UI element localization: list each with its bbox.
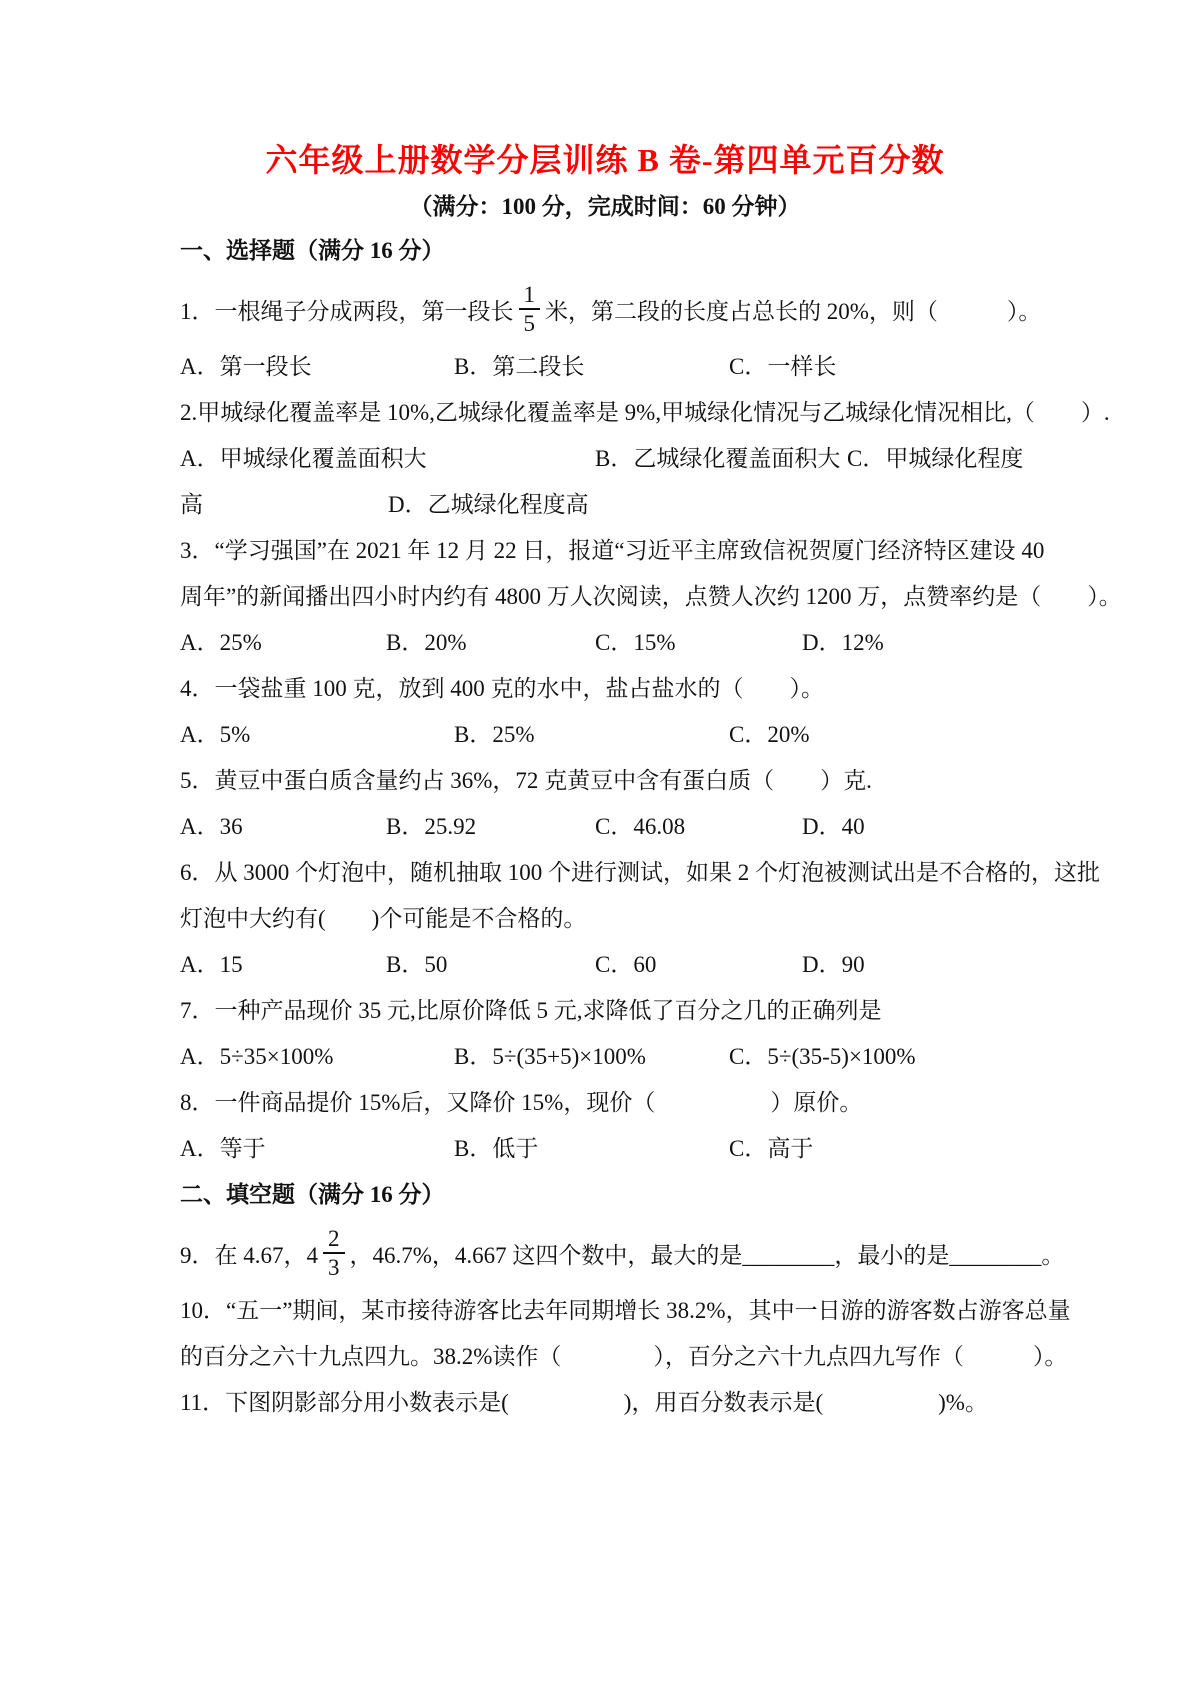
option-a: A．5÷35×100% <box>180 1044 334 1069</box>
question-4-text: 4．一袋盐重 100 克，放到 400 克的水中，盐占盐水的（ ）。 <box>180 676 824 701</box>
question-3-text-line-1: 3．“学习强国”在 2021 年 12 月 22 日，报道“习近平主席致信祝贺厦门经济特区建设 40 <box>180 538 1045 563</box>
option-c: C．甲城绿化程度 <box>847 446 1024 471</box>
question-2-options-row-2 <box>180 482 1030 528</box>
option-d: D．40 <box>802 814 865 839</box>
option-a: A．25% <box>180 630 262 655</box>
option-a: A．等于 <box>180 1136 266 1161</box>
fraction-denominator: 5 <box>523 311 535 336</box>
question-1-text <box>180 274 1042 344</box>
page-title: 六年级上册数学分层训练 B 卷-第四单元百分数 <box>265 142 945 178</box>
section-2-heading: 二、填空题（满分 16 分） <box>180 1182 445 1207</box>
question-3-text-line-2: 周年”的新闻播出四小时内约有 4800 万人次阅读，点赞人次约 1200 万，点赞率约是（ ）。 <box>180 584 1122 609</box>
option-d: D．乙城绿化程度高 <box>388 492 589 517</box>
question-6-options <box>180 942 1030 988</box>
option-b: B．25.92 <box>386 814 477 839</box>
option-b: B．50 <box>386 952 448 977</box>
option-d: D．12% <box>802 630 884 655</box>
question-4-options <box>180 712 1030 758</box>
question-11-text: 11．下图阴影部分用小数表示是( )，用百分数表示是( )%。 <box>180 1390 988 1415</box>
document-content <box>180 0 1122 1426</box>
option-a: A．36 <box>180 814 243 839</box>
question-10-text-line-1: 10．“五一”期间，某市接待游客比去年同期增长 38.2%，其中一日游的游客数占游客总量 <box>180 1298 1071 1323</box>
option-d: D．90 <box>802 952 865 977</box>
question-7-text: 7．一种产品现价 35 元,比原价降低 5 元,求降低了百分之几的正确列是 <box>180 998 882 1023</box>
question-2-options-row-1 <box>180 436 1030 482</box>
option-b: B．低于 <box>454 1136 539 1161</box>
question-1-post: 米，第二段的长度占总长的 20%，则（ ）。 <box>545 298 1042 324</box>
option-a: A．第一段长 <box>180 354 312 379</box>
option-b: B．乙城绿化覆盖面积大 <box>595 446 841 471</box>
question-8-options <box>180 1126 1030 1172</box>
option-a: A．甲城绿化覆盖面积大 <box>180 446 427 471</box>
option-b: B．第二段长 <box>454 354 585 379</box>
question-5-options <box>180 804 1030 850</box>
option-c: C．46.08 <box>595 814 686 839</box>
question-3-options <box>180 620 1030 666</box>
option-c: C．一样长 <box>729 354 837 379</box>
question-9-text <box>180 1218 1065 1288</box>
option-b: B．20% <box>386 630 467 655</box>
question-2-text: 2.甲城绿化覆盖率是 10%,乙城绿化覆盖率是 9%,甲城绿化情况与乙城绿化情况相比,（ ）. <box>180 400 1110 425</box>
question-9-pre: 9．在 4.67，4 <box>180 1242 318 1268</box>
question-5-text: 5．黄豆中蛋白质含量约占 36%，72 克黄豆中含有蛋白质（ ）克. <box>180 768 872 793</box>
option-c: C．5÷(35-5)×100% <box>729 1044 916 1069</box>
question-8-text: 8．一件商品提价 15%后，又降价 15%，现价（ ）原价。 <box>180 1090 863 1115</box>
fraction-numerator: 1 <box>519 282 541 310</box>
question-9-post: ，46.7%，4.667 这四个数中，最大的是________，最小的是________。 <box>349 1242 1065 1268</box>
option-c: C．高于 <box>729 1136 814 1161</box>
option-c: C．20% <box>729 722 810 747</box>
question-6-text-line-2: 灯泡中大约有( )个可能是不合格的。 <box>180 906 587 931</box>
question-6-text-line-1: 6．从 3000 个灯泡中，随机抽取 100 个进行测试，如果 2 个灯泡被测试出是不合格的，这批 <box>180 860 1100 885</box>
fraction-two-thirds <box>323 1226 345 1281</box>
option-c-wrap: 高 <box>180 492 203 517</box>
fraction-one-fifth <box>519 282 541 337</box>
question-1-pre: 1．一根绳子分成两段，第一段长 <box>180 298 514 324</box>
section-1-heading: 一、选择题（满分 16 分） <box>180 238 445 263</box>
fraction-denominator: 3 <box>328 1255 340 1280</box>
question-1-options <box>180 344 1030 390</box>
fraction-numerator: 2 <box>323 1226 345 1254</box>
option-c: C．15% <box>595 630 676 655</box>
option-b: B．25% <box>454 722 535 747</box>
question-7-options <box>180 1034 1030 1080</box>
option-a: A．5% <box>180 722 251 747</box>
option-a: A．15 <box>180 952 243 977</box>
page-subtitle: （满分：100 分，完成时间：60 分钟） <box>409 194 801 219</box>
question-10-text-line-2: 的百分之六十九点四九。38.2%读作（ ），百分之六十九点四九写作（ ）。 <box>180 1344 1068 1369</box>
option-b: B．5÷(35+5)×100% <box>454 1044 646 1069</box>
option-c: C．60 <box>595 952 657 977</box>
